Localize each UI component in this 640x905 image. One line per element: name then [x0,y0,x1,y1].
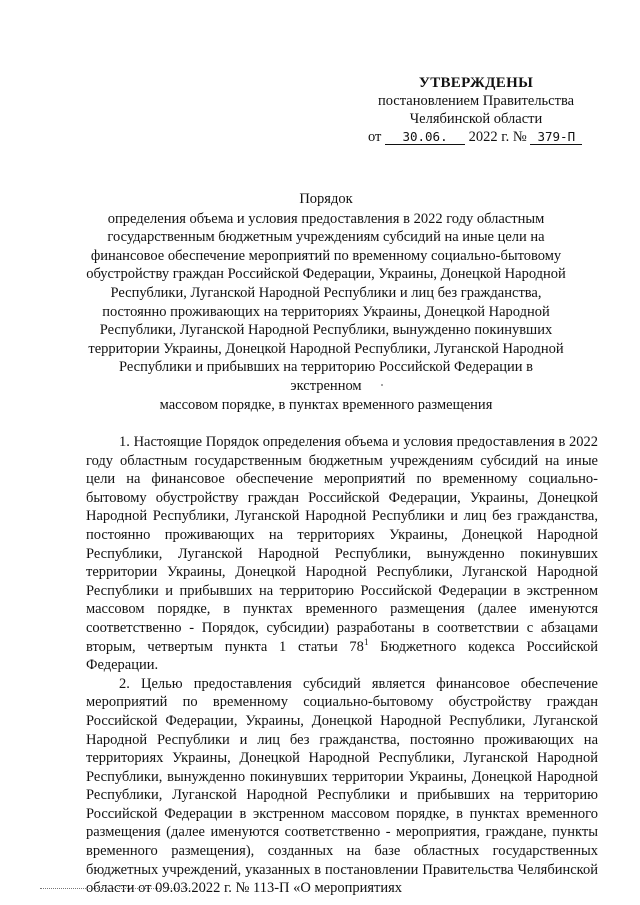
paragraph-2: 2. Целью предоставления субсидий является финансовое обеспечение мероприятий по временному социально-бытовому обустройству граждан Российской Федерации, Украины, Донецкой Народной Республики, Луганской Народной Республики и лиц без гражданства, постоянно проживающих на территориях Украины, Донецкой Народной Республики, Луганской Народной Республики, вынужденно покинувших территории Украины, Донецкой Народной Республики, Луганской Народной Республики и прибывших на территорию Российской Федерации в экстренном массовом порядке, в пунктах временного размещения (далее именуются соответственно - мероприятия, граждане, пункты временного размещения), созданных на базе областных государственных бюджетных учреждений, указанных в постановлении Правительства Челябинской области от 09.03.2022 г. № 113-П «О мероприятиях [86,675,598,897]
approval-line-2: Челябинской области [409,111,543,127]
approval-title: УТВЕРЖДЕНЫ [418,75,534,91]
document-body [86,433,598,898]
title-line: территории Украины, Донецкой Народной Республики, Луганской Народной [88,340,564,357]
title-line: постоянно проживающих на территориях Украины, Донецкой Народной [102,303,550,320]
title-line: Республики, Луганской Народной Республики и лиц без гражданства, [110,284,542,301]
approval-date: 30.06. [385,129,465,145]
footer-rule [40,888,190,889]
title-line: Республики, Луганской Народной Республики, вынужденно покинувших [99,322,553,339]
approval-line-1: постановлением Правительства [377,93,575,109]
paragraph-1-text: 1. Настоящие Порядок определения объема и условия предоставления в 2022 году областным государственным бюджетным учреждениям субсидий на иные цели на финансовое обеспечение мероприятий по временному социально-бытовому обустройству граждан Российской Федерации, Украины, Донецкой Народной Республики, Луганской Народной Республики и лиц без гражданства, постоянно проживающих на территориях Украины, Донецкой Народной Республики, Луганской Народной Республики, вынужденно покинувших территории Украины, Донецкой Народной Республики, Луганской Народной Республики и прибывших на территорию Российской Федерации в экстренном массовом порядке, в пунктах временного размещения (далее именуются соответственно - Порядок, субсидии) разработаны в соответствии с абзацами вторым, четвертым пункта 1 статьи 78 [86,434,598,655]
paragraph-1 [86,433,598,675]
title-line: государственным бюджетным учреждениям субсидий на иные цели на [107,229,545,246]
title-line: обустройству граждан Российской Федерации, Украины, Донецкой Народной [86,266,566,283]
document-title [84,190,568,414]
title-line: массовом порядке, в пунктах временного размещения [159,396,493,413]
title-line: определения объема и условия предоставления в 2022 году областным [107,210,545,227]
scan-dot [381,384,383,386]
approval-year: 2022 г. № [468,129,527,145]
title-line: Республики и прибывших на территорию Российской Федерации в экстренном [118,359,534,394]
approval-date-line [368,128,592,146]
paragraph-1-tail: Бюджетного кодекса Российской Федерации. [86,638,599,674]
approval-number: 379-П [530,129,582,145]
article-superscript: 1 [363,636,369,647]
title-heading: Порядок [299,191,353,207]
approval-ot: от [368,129,382,145]
approval-block [360,74,592,146]
title-line: финансовое обеспечение мероприятий по временному социально-бытовому [90,247,562,264]
